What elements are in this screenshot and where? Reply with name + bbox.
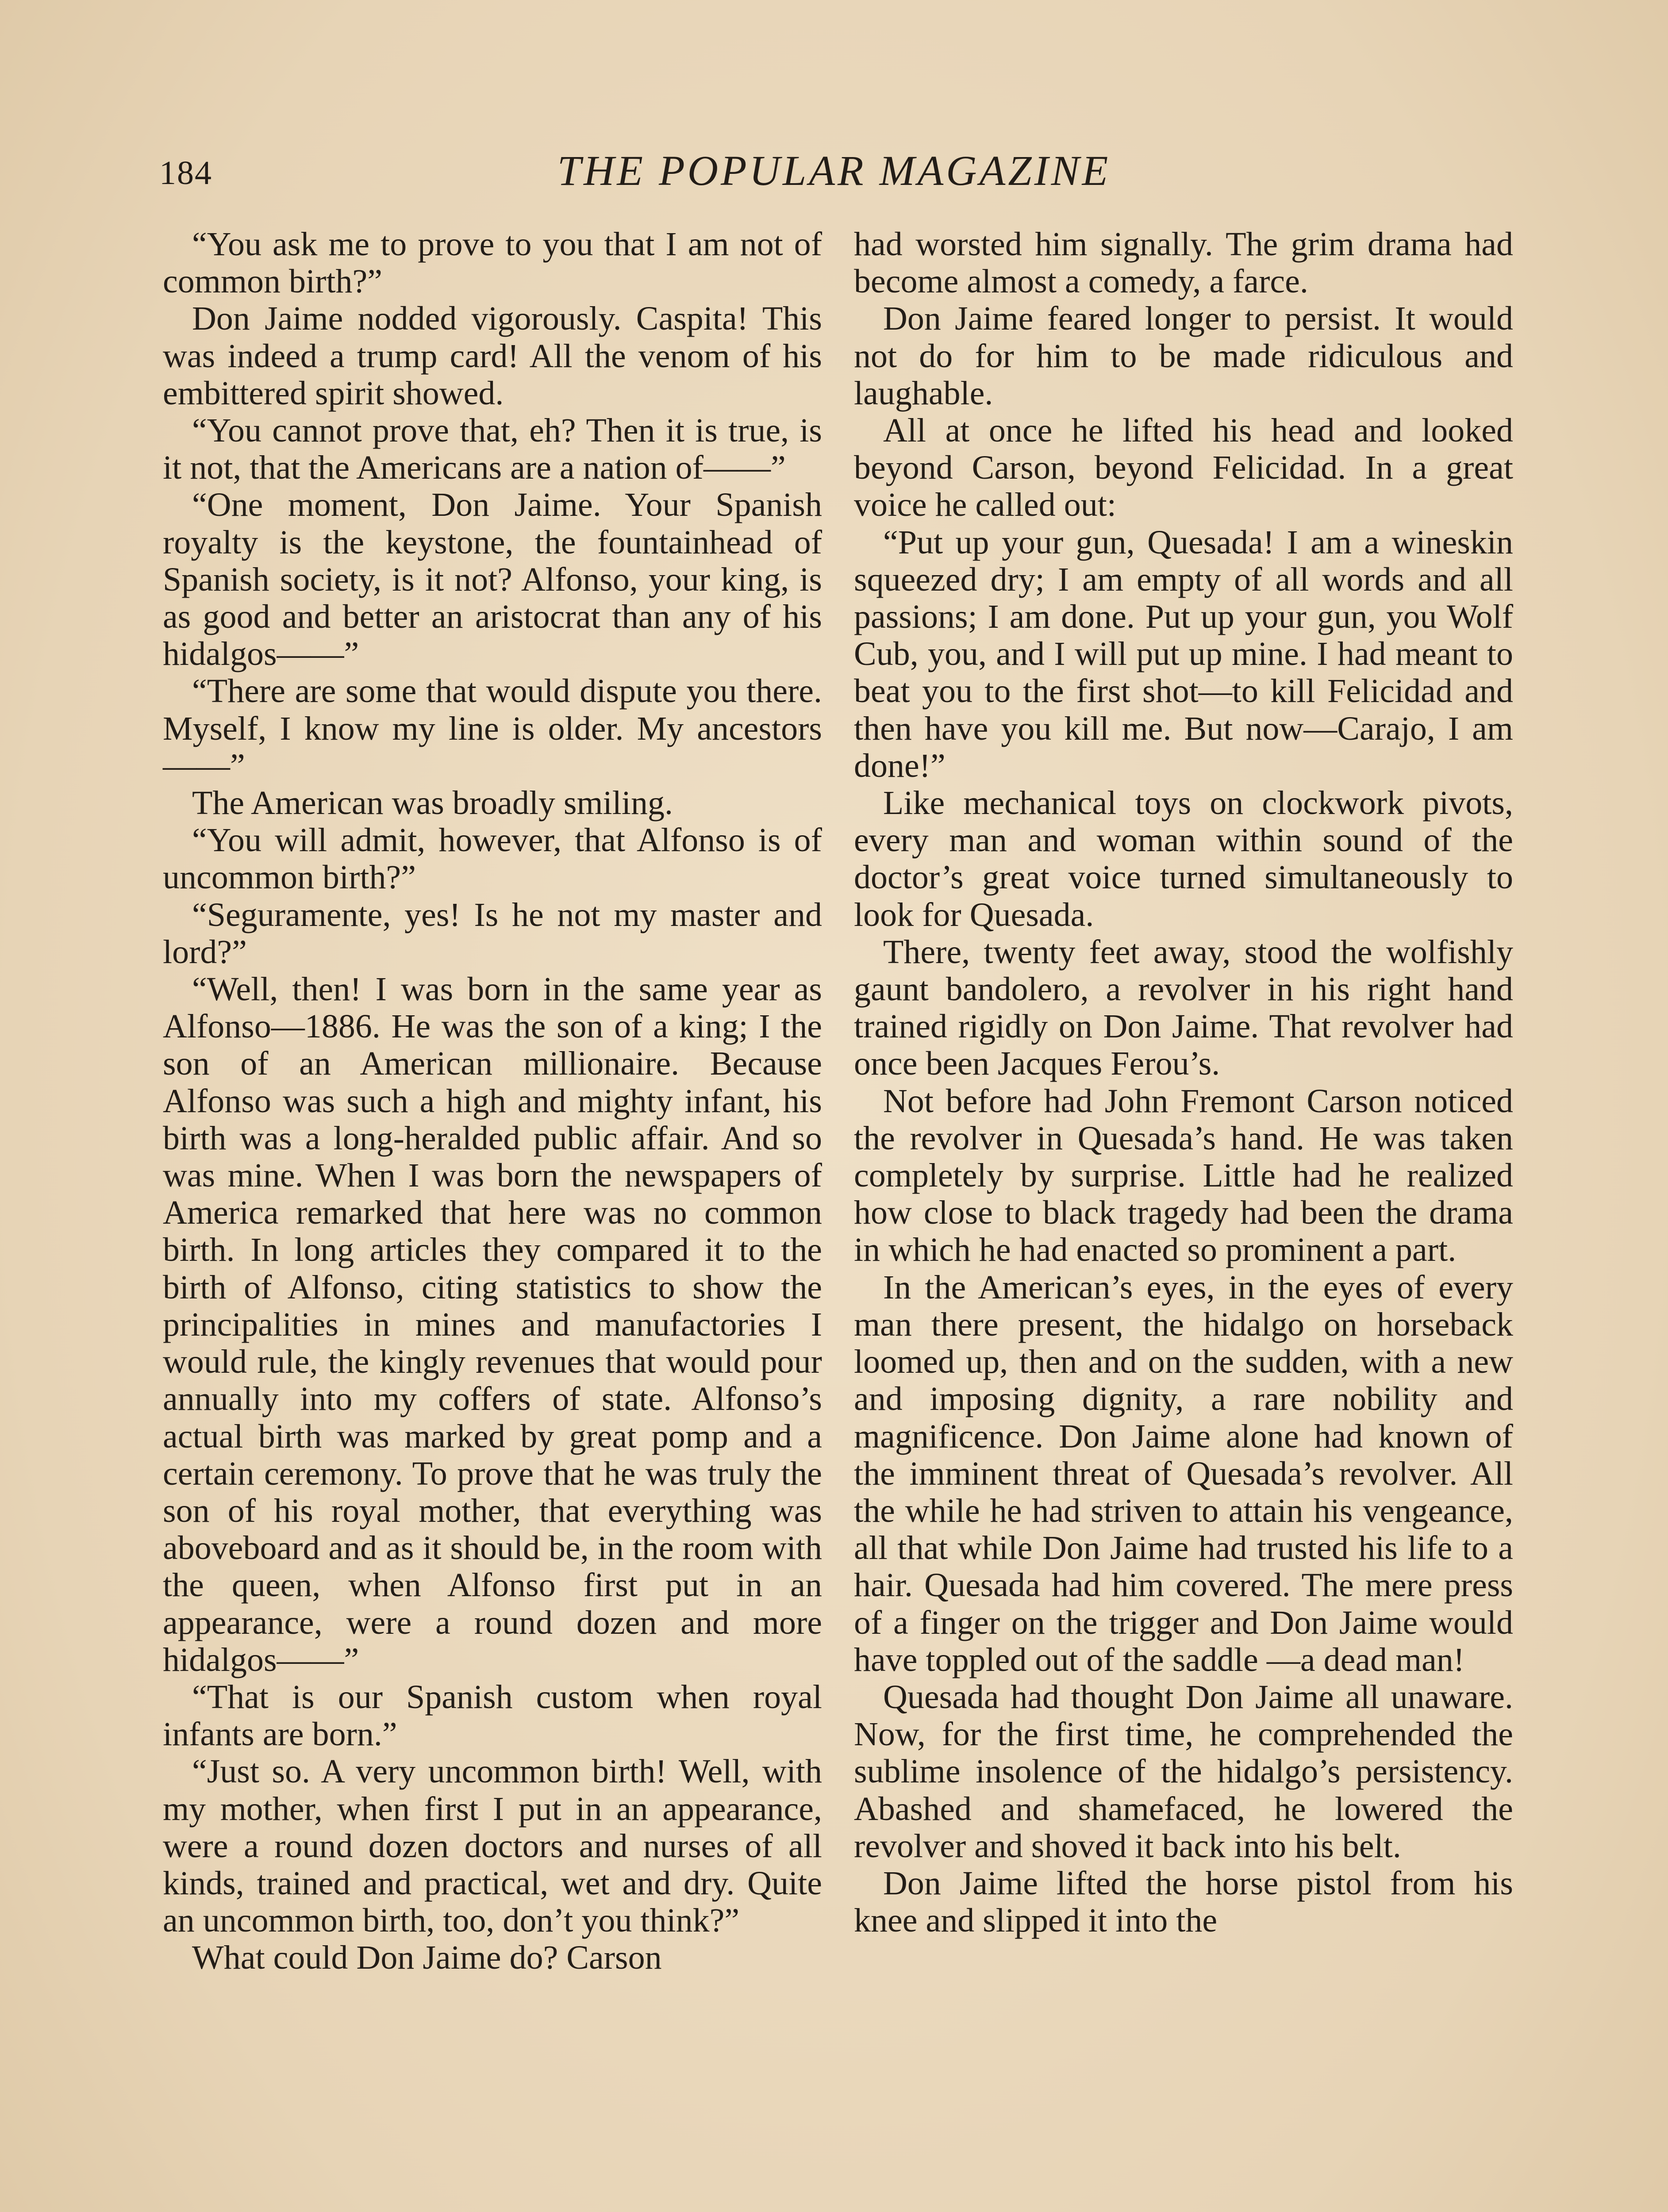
running-head: THE POPULAR MAGAZINE — [557, 147, 1111, 194]
paragraph-continued: had worsted him signally. The grim drama had become almost a comedy, a farce. — [854, 226, 1513, 300]
paragraph: “Well, then! I was born in the same year as Alfonso—1886. He was the son of a king; I the son of an American millionaire. Because Alfonso was such a high and mighty infant, his birth was a long-heralded public affair. And so was mine. When I was born the newspapers of America remarked that here was no common birth. In long articles they compared it to the birth of Alfonso, citing statistics to show the principalities in mines and manufactories I would rule, the kingly revenues that would pour annually into my coffers of state. Alfonso’s actual birth was marked by great pomp and a certain ceremony. To prove that he was truly the son of his royal mother, that everything was aboveboard and as it should be, in the room with the queen, when Alfonso first put in an appearance, were a round dozen and more hidalgos——” — [163, 971, 822, 1678]
paragraph: “That is our Spanish custom when royal infants are born.” — [163, 1678, 822, 1753]
paragraph: “Seguramente, yes! Is he not my master and lord?” — [163, 896, 822, 971]
paragraph: Like mechanical toys on clockwork pivots, every man and woman within sound of the doctor’s great voice turned simultaneously to look for Quesada. — [854, 784, 1513, 933]
paragraph: Don Jaime feared longer to persist. It would not do for him to be made ridiculous and laughable. — [854, 300, 1513, 412]
paragraph: Not before had John Fremont Carson noticed the revolver in Quesada’s hand. He was taken completely by surprise. Little had he realized how close to black tragedy had been the drama in which he had enacted so prominent a part. — [854, 1082, 1513, 1269]
page-header — [159, 146, 1509, 204]
paragraph: “Just so. A very uncommon birth! Well, with my mother, when first I put in an appearance, were a round dozen doctors and nurses of all kinds, trained and practical, wet and dry. Quite an uncommon birth, too, don’t you think?” — [163, 1753, 822, 1939]
paragraph: “There are some that would dispute you there. Myself, I know my line is older. My ancestors——” — [163, 672, 822, 784]
paragraph: “Put up your gun, Quesada! I am a wineskin squeezed dry; I am empty of all words and all passions; I am done. Put up your gun, you Wolf Cub, you, and I will put up mine. I had meant to beat you to the first shot—to kill Felicidad and then have you kill me. But now—Carajo, I am done!” — [854, 523, 1513, 784]
left-column — [163, 226, 822, 1977]
paragraph: “You cannot prove that, eh? Then it is true, is it not, that the Americans are a nation of——” — [163, 412, 822, 487]
paragraph: There, twenty feet away, stood the wolfishly gaunt bandolero, a revolver in his right hand trained rigidly on Don Jaime. That revolver had once been Jacques Ferou’s. — [854, 933, 1513, 1083]
paragraph: Don Jaime lifted the horse pistol from his knee and slipped it into the — [854, 1864, 1513, 1939]
page-number: 184 — [159, 154, 212, 192]
paragraph: “You ask me to prove to you that I am not of common birth?” — [163, 226, 822, 300]
right-column — [854, 226, 1513, 1939]
paragraph: “You will admit, however, that Alfonso is of uncommon birth?” — [163, 822, 822, 896]
paragraph: What could Don Jaime do? Carson — [192, 1939, 662, 1977]
paragraph: In the American’s eyes, in the eyes of every man there present, the hidalgo on horseback loomed up, then and on the sudden, with a new and imposing dignity, a rare nobility and magnificence. Don Jaime alone had known of the imminent threat of Quesada’s revolver. All the while he had striven to attain his vengeance, all that while Don Jaime had trusted his life to a hair. Quesada had him covered. The mere press of a finger on the trigger and Don Jaime would have toppled out of the saddle —a dead man! — [854, 1268, 1513, 1678]
paragraph: Don Jaime nodded vigorously. Caspita! This was indeed a trump card! All the venom of his embittered spirit showed. — [163, 300, 822, 412]
paragraph: The American was broadly smiling. — [192, 784, 673, 822]
paragraph: All at once he lifted his head and looked beyond Carson, beyond Felicidad. In a great voice he called out: — [854, 412, 1513, 524]
paragraph: “One moment, Don Jaime. Your Spanish royalty is the keystone, the fountainhead of Spanish society, is it not? Alfonso, your king, is as good and better an aristocrat than any of his hidalgos——” — [163, 486, 822, 673]
paragraph: Quesada had thought Don Jaime all unaware. Now, for the first time, he comprehended the sublime insolence of the hidalgo’s persistency. Abashed and shamefaced, he lowered the revolver and shoved it back into his belt. — [854, 1678, 1513, 1865]
